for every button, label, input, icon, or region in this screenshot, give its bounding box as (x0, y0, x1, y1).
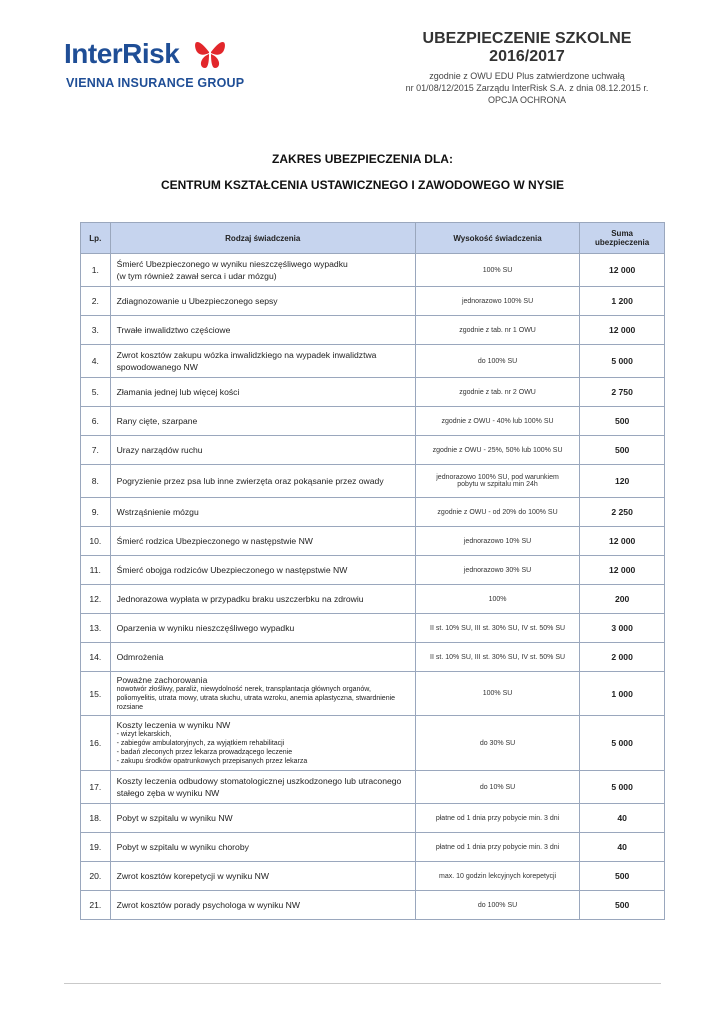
benefit-amount (415, 833, 579, 862)
benefit-cell (110, 345, 415, 378)
benefit-cell (110, 407, 415, 436)
benefit-amount (415, 254, 579, 287)
benefit-name: Odmrożenia (116, 652, 164, 662)
benefit-cell (110, 771, 415, 804)
section-title: ZAKRES UBEZPIECZENIA DLA: (272, 152, 453, 166)
benefit-amount-text: jednorazowo 100% SU (461, 297, 534, 305)
benefit-name: Koszty leczenia odbudowy stomatologicznej uszkodzonego lub utraconego (116, 776, 402, 786)
benefit-name: Oparzenia w wyniku nieszczęśliwego wypadku (116, 623, 295, 633)
row-number: 21. (81, 891, 111, 920)
benefit-detail: nowotwór złośliwy, paraliż, niewydolność nerek, transplantacja głównych organów, poliomyelitis, utrata mowy, utrata słuchu, utrata wzroku, anemia aplastyczna, stwardnienie rozsiane (116, 686, 396, 711)
benefit-name: Śmierć rodzica Ubezpieczonego w następstwie NW (116, 536, 313, 546)
benefit-amount-text: do 100% SU (477, 357, 518, 365)
benefit-cell (110, 498, 415, 527)
sum-insured: 500 (580, 436, 665, 465)
benefit-amount-text: jednorazowo 100% SU, pod warunkiem (436, 474, 559, 481)
document-header (387, 30, 667, 106)
benefit-name-cont: (w tym również zawał serca i udar mózgu) (116, 271, 277, 281)
table-row (81, 527, 665, 556)
row-number: 1. (81, 254, 111, 287)
sum-insured: 500 (580, 862, 665, 891)
sum-insured: 40 (580, 804, 665, 833)
table-row (81, 862, 665, 891)
sum-insured: 3 000 (580, 614, 665, 643)
table-row (81, 614, 665, 643)
benefit-cell (110, 436, 415, 465)
benefit-cell (110, 378, 415, 407)
sum-insured: 1 000 (580, 672, 665, 716)
row-number: 2. (81, 287, 111, 316)
benefit-name: Pogryzienie przez psa lub inne zwierzęta oraz pokąsanie przez owady (116, 476, 384, 486)
benefit-amount-text: zgodnie z OWU - od 20% do 100% SU (437, 508, 558, 516)
benefit-amount-text: II st. 10% SU, III st. 30% SU, IV st. 50% SU (430, 624, 566, 632)
interrisk-logo (64, 36, 245, 94)
row-number: 20. (81, 862, 111, 891)
benefit-name-cont: spowodowanego NW (116, 362, 198, 372)
benefit-amount-text: max. 10 godzin lekcyjnych korepetycji (438, 872, 557, 880)
sum-insured: 5 000 (580, 716, 665, 771)
benefit-amount-text: do 10% SU (479, 783, 516, 791)
benefit-cell (110, 316, 415, 345)
row-number: 7. (81, 436, 111, 465)
benefit-amount (415, 891, 579, 920)
benefit-amount (415, 771, 579, 804)
benefit-cell (110, 716, 415, 771)
benefit-cell (110, 804, 415, 833)
benefit-amount (415, 862, 579, 891)
row-number: 17. (81, 771, 111, 804)
table-row (81, 254, 665, 287)
benefit-name: Śmierć obojga rodziców Ubezpieczonego w następstwie NW (116, 565, 348, 575)
sum-insured: 2 250 (580, 498, 665, 527)
benefit-amount (415, 287, 579, 316)
header-line-2: nr 01/08/12/2015 Zarządu InterRisk S.A. z dnia 08.12.2015 r. (405, 83, 649, 93)
sum-insured: 500 (580, 407, 665, 436)
benefit-name: Zwrot kosztów korepetycji w wyniku NW (116, 871, 269, 881)
row-number: 11. (81, 556, 111, 585)
sum-insured: 1 200 (580, 287, 665, 316)
benefit-amount (415, 716, 579, 771)
butterfly-icon (193, 34, 227, 72)
row-number: 9. (81, 498, 111, 527)
sum-insured: 12 000 (580, 527, 665, 556)
benefit-cell (110, 287, 415, 316)
sum-insured: 2 000 (580, 643, 665, 672)
header-line-3: OPCJA OCHRONA (487, 95, 566, 105)
sum-insured: 120 (580, 465, 665, 498)
table-row (81, 465, 665, 498)
benefit-name: Poważne zachorowania (116, 675, 208, 685)
benefit-cell (110, 614, 415, 643)
table-row (81, 287, 665, 316)
logo-brand-text: InterRisk (64, 38, 180, 69)
row-number: 3. (81, 316, 111, 345)
benefit-amount-text: 100% SU (482, 690, 513, 697)
benefit-amount (415, 527, 579, 556)
row-number: 15. (81, 672, 111, 716)
benefit-amount-text: 100% SU (482, 266, 513, 274)
col-amount-header: Wysokość świadczenia (415, 223, 579, 254)
benefit-amount-text: do 100% SU (477, 901, 518, 909)
sum-insured: 200 (580, 585, 665, 614)
benefit-detail-line: - zabiegów ambulatoryjnych, za wyjątkiem rehabilitacji (116, 740, 285, 747)
sum-insured: 12 000 (580, 254, 665, 287)
benefit-amount-text: jednorazowo 30% SU (463, 566, 532, 574)
row-number: 6. (81, 407, 111, 436)
benefit-amount-text: do 30% SU (479, 739, 516, 747)
benefit-cell (110, 672, 415, 716)
benefit-name: Zwrot kosztów porady psychologa w wyniku NW (116, 900, 300, 910)
benefit-amount (415, 316, 579, 345)
row-number: 12. (81, 585, 111, 614)
logo-group-text: VIENNA INSURANCE GROUP (66, 76, 245, 90)
row-number: 4. (81, 345, 111, 378)
benefit-amount (415, 804, 579, 833)
benefit-cell (110, 891, 415, 920)
col-sum-header: Suma ubezpieczenia (580, 223, 665, 254)
benefit-name: Koszty leczenia w wyniku NW (116, 720, 231, 730)
row-number: 8. (81, 465, 111, 498)
benefit-amount (415, 643, 579, 672)
table-row (81, 345, 665, 378)
benefit-name: Urazy narządów ruchu (116, 445, 203, 455)
benefit-name: Pobyt w szpitalu w wyniku choroby (116, 842, 249, 852)
table-row (81, 407, 665, 436)
row-number: 13. (81, 614, 111, 643)
row-number: 10. (81, 527, 111, 556)
benefit-cell (110, 833, 415, 862)
benefit-amount (415, 407, 579, 436)
benefit-name: Złamania jednej lub więcej kości (116, 387, 240, 397)
sum-insured: 40 (580, 833, 665, 862)
benefit-name: Rany cięte, szarpane (116, 416, 198, 426)
sum-insured: 5 000 (580, 345, 665, 378)
sum-insured: 2 750 (580, 378, 665, 407)
sum-insured: 500 (580, 891, 665, 920)
benefit-amount (415, 378, 579, 407)
benefit-amount-text: płatne od 1 dnia przy pobycie min. 3 dni (435, 814, 560, 822)
benefit-detail-line: - wizyt lekarskich, (116, 731, 172, 738)
col-benefit-header: Rodzaj świadczenia (110, 223, 415, 254)
row-number: 16. (81, 716, 111, 771)
table-row (81, 891, 665, 920)
benefit-amount (415, 345, 579, 378)
benefit-detail-line: - zakupu środków opatrunkowych przepisanych przez lekarza (116, 758, 308, 765)
benefit-name: Śmierć Ubezpieczonego w wyniku nieszczęśliwego wypadku (116, 259, 348, 269)
institution-name: CENTRUM KSZTAŁCENIA USTAWICZNEGO I ZAWODOWEGO W NYSIE (160, 178, 565, 192)
benefit-amount-text: zgodnie z OWU - 40% lub 100% SU (441, 417, 554, 425)
table-row (81, 378, 665, 407)
benefit-amount (415, 672, 579, 716)
row-number: 14. (81, 643, 111, 672)
benefit-cell (110, 556, 415, 585)
header-line-1: zgodnie z OWU EDU Plus zatwierdzone uchwałą (429, 71, 625, 81)
benefit-amount-text: 100% (488, 595, 507, 603)
benefit-amount-text: jednorazowo 10% SU (463, 537, 532, 545)
benefit-detail-line: - badań zleconych przez lekarza prowadzącego leczenie (116, 749, 293, 756)
table-row (81, 804, 665, 833)
row-number: 5. (81, 378, 111, 407)
benefit-cell (110, 527, 415, 556)
footer-divider (64, 983, 661, 984)
sum-insured: 12 000 (580, 556, 665, 585)
benefit-name: Zwrot kosztów zakupu wózka inwalidzkiego na wypadek inwalidztwa (116, 350, 377, 360)
table-header-row (81, 223, 665, 254)
benefit-amount (415, 614, 579, 643)
benefit-amount (415, 498, 579, 527)
table-body (81, 254, 665, 920)
table-row (81, 498, 665, 527)
table-row (81, 643, 665, 672)
table-row (81, 316, 665, 345)
benefit-amount-text: zgodnie z tab. nr 2 OWU (459, 388, 536, 396)
col-lp-header: Lp. (81, 223, 111, 254)
document-title: UBEZPIECZENIE SZKOLNE 2016/2017 (422, 30, 632, 65)
table-row (81, 436, 665, 465)
benefit-amount-text: zgodnie z tab. nr 1 OWU (459, 326, 536, 334)
benefit-amount-text: II st. 10% SU, III st. 30% SU, IV st. 50% SU (430, 653, 566, 661)
table-row (81, 556, 665, 585)
table-row (81, 771, 665, 804)
benefit-amount-text: płatne od 1 dnia przy pobycie min. 3 dni (435, 843, 560, 851)
sum-insured: 12 000 (580, 316, 665, 345)
coverage-table (80, 222, 665, 920)
benefit-cell (110, 643, 415, 672)
sum-insured: 5 000 (580, 771, 665, 804)
benefit-name: Trwałe inwalidztwo częściowe (116, 325, 231, 335)
benefit-amount (415, 585, 579, 614)
benefit-name: Wstrząśnienie mózgu (116, 507, 199, 517)
table-row (81, 833, 665, 862)
table-row (81, 672, 665, 716)
benefit-amount (415, 436, 579, 465)
benefit-name: Zdiagnozowanie u Ubezpieczonego sepsy (116, 296, 278, 306)
benefit-cell (110, 862, 415, 891)
table-row (81, 585, 665, 614)
benefit-amount-text-cont: pobytu w szpitalu min 24h (457, 481, 538, 488)
benefit-amount (415, 465, 579, 498)
benefit-amount-text: zgodnie z OWU - 25%, 50% lub 100% SU (432, 446, 563, 454)
benefit-amount (415, 556, 579, 585)
benefit-cell (110, 585, 415, 614)
benefit-name-cont: stałego zęba w wyniku NW (116, 788, 220, 798)
benefit-name: Jednorazowa wypłata w przypadku braku uszczerbku na zdrowiu (116, 594, 364, 604)
table-row (81, 716, 665, 771)
benefit-cell (110, 254, 415, 287)
benefit-name: Pobyt w szpitalu w wyniku NW (116, 813, 233, 823)
row-number: 19. (81, 833, 111, 862)
row-number: 18. (81, 804, 111, 833)
benefit-cell (110, 465, 415, 498)
